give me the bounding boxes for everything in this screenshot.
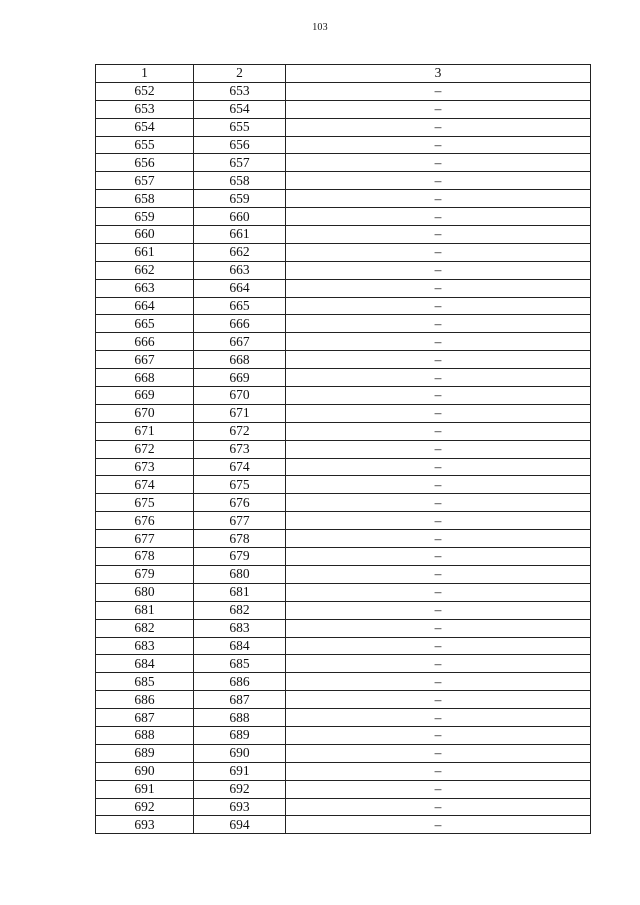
table-cell-col-2: 691 (194, 762, 286, 780)
table-cell-col-1: 686 (96, 691, 194, 709)
table-cell-col-3: – (286, 494, 591, 512)
table-cell-col-2: 686 (194, 673, 286, 691)
table-cell-col-3: – (286, 243, 591, 261)
table-cell-col-2: 673 (194, 440, 286, 458)
table-cell-col-1: 688 (96, 726, 194, 744)
table-cell-col-2: 674 (194, 458, 286, 476)
table-cell-col-1: 663 (96, 279, 194, 297)
column-header-1: 1 (96, 65, 194, 83)
table-row (96, 798, 591, 816)
table-row (96, 333, 591, 351)
table-cell-col-3: – (286, 315, 591, 333)
table-cell-col-1: 672 (96, 440, 194, 458)
table-row (96, 261, 591, 279)
table-row (96, 565, 591, 583)
table-cell-col-3: – (286, 691, 591, 709)
table-cell-col-1: 666 (96, 333, 194, 351)
table-cell-col-2: 670 (194, 387, 286, 405)
table-cell-col-1: 656 (96, 154, 194, 172)
table-cell-col-2: 672 (194, 422, 286, 440)
table-row (96, 655, 591, 673)
table-cell-col-2: 666 (194, 315, 286, 333)
table-cell-col-2: 668 (194, 351, 286, 369)
table-cell-col-1: 665 (96, 315, 194, 333)
table-cell-col-3: – (286, 100, 591, 118)
table-cell-col-2: 665 (194, 297, 286, 315)
table-cell-col-2: 663 (194, 261, 286, 279)
table-cell-col-1: 669 (96, 387, 194, 405)
table-row (96, 583, 591, 601)
table-row (96, 154, 591, 172)
table-row (96, 422, 591, 440)
table-row (96, 601, 591, 619)
table-cell-col-1: 679 (96, 565, 194, 583)
table-cell-col-2: 693 (194, 798, 286, 816)
table-cell-col-2: 688 (194, 709, 286, 727)
table-cell-col-3: – (286, 709, 591, 727)
table-cell-col-1: 680 (96, 583, 194, 601)
table-cell-col-3: – (286, 780, 591, 798)
table-cell-col-2: 690 (194, 744, 286, 762)
table-cell-col-3: – (286, 798, 591, 816)
table-cell-col-1: 667 (96, 351, 194, 369)
table-cell-col-3: – (286, 637, 591, 655)
table-cell-col-1: 655 (96, 136, 194, 154)
table-row (96, 548, 591, 566)
table-row (96, 82, 591, 100)
table-cell-col-2: 676 (194, 494, 286, 512)
table-cell-col-1: 691 (96, 780, 194, 798)
table-row (96, 118, 591, 136)
table-cell-col-3: – (286, 512, 591, 530)
table-cell-col-2: 664 (194, 279, 286, 297)
table-cell-col-2: 667 (194, 333, 286, 351)
table-row (96, 637, 591, 655)
table-row (96, 387, 591, 405)
table-cell-col-2: 692 (194, 780, 286, 798)
table-cell-col-3: – (286, 726, 591, 744)
table-row (96, 208, 591, 226)
table-cell-col-3: – (286, 458, 591, 476)
table-cell-col-1: 661 (96, 243, 194, 261)
table-cell-col-3: – (286, 619, 591, 637)
table-cell-col-2: 683 (194, 619, 286, 637)
table-cell-col-3: – (286, 601, 591, 619)
table-row (96, 315, 591, 333)
table-cell-col-2: 682 (194, 601, 286, 619)
table-cell-col-2: 660 (194, 208, 286, 226)
table-cell-col-3: – (286, 154, 591, 172)
table-cell-col-1: 692 (96, 798, 194, 816)
page-number: 103 (312, 22, 328, 33)
table-cell-col-3: – (286, 476, 591, 494)
table-cell-col-2: 694 (194, 816, 286, 834)
table-row (96, 512, 591, 530)
table-cell-col-3: – (286, 172, 591, 190)
table-row (96, 780, 591, 798)
table-cell-col-3: – (286, 816, 591, 834)
table-row (96, 619, 591, 637)
table-cell-col-1: 685 (96, 673, 194, 691)
table-cell-col-3: – (286, 655, 591, 673)
table-row (96, 458, 591, 476)
table-cell-col-3: – (286, 387, 591, 405)
table-cell-col-2: 654 (194, 100, 286, 118)
table-row (96, 404, 591, 422)
table-cell-col-2: 678 (194, 530, 286, 548)
table-cell-col-2: 679 (194, 548, 286, 566)
table-cell-col-2: 671 (194, 404, 286, 422)
table-cell-col-3: – (286, 333, 591, 351)
table-cell-col-1: 659 (96, 208, 194, 226)
table-cell-col-1: 677 (96, 530, 194, 548)
column-header-3: 3 (286, 65, 591, 83)
table-row (96, 673, 591, 691)
table-cell-col-1: 693 (96, 816, 194, 834)
table-row (96, 172, 591, 190)
table-row (96, 136, 591, 154)
table-row (96, 351, 591, 369)
table-row (96, 100, 591, 118)
table-cell-col-3: – (286, 279, 591, 297)
table-cell-col-2: 658 (194, 172, 286, 190)
table-cell-col-2: 655 (194, 118, 286, 136)
table-cell-col-3: – (286, 548, 591, 566)
table-cell-col-1: 682 (96, 619, 194, 637)
table-row (96, 297, 591, 315)
table-cell-col-2: 687 (194, 691, 286, 709)
table-cell-col-1: 676 (96, 512, 194, 530)
table-cell-col-1: 668 (96, 369, 194, 387)
table-cell-col-3: – (286, 369, 591, 387)
table-body (96, 82, 591, 833)
table-cell-col-1: 683 (96, 637, 194, 655)
table-row (96, 369, 591, 387)
table-cell-col-3: – (286, 673, 591, 691)
table-cell-col-1: 675 (96, 494, 194, 512)
table-cell-col-1: 681 (96, 601, 194, 619)
column-header-2: 2 (194, 65, 286, 83)
table-row (96, 440, 591, 458)
table-row (96, 476, 591, 494)
table-cell-col-1: 671 (96, 422, 194, 440)
table-cell-col-3: – (286, 565, 591, 583)
table-cell-col-3: – (286, 530, 591, 548)
table-cell-col-1: 654 (96, 118, 194, 136)
table-row (96, 226, 591, 244)
table-cell-col-2: 653 (194, 82, 286, 100)
table-cell-col-1: 652 (96, 82, 194, 100)
table-cell-col-1: 660 (96, 226, 194, 244)
table-row (96, 726, 591, 744)
table-cell-col-3: – (286, 190, 591, 208)
table-cell-col-2: 689 (194, 726, 286, 744)
table-cell-col-1: 658 (96, 190, 194, 208)
table-cell-col-1: 678 (96, 548, 194, 566)
table-cell-col-1: 662 (96, 261, 194, 279)
table-cell-col-1: 653 (96, 100, 194, 118)
table-cell-col-1: 673 (96, 458, 194, 476)
table-cell-col-3: – (286, 208, 591, 226)
header-row (96, 65, 591, 83)
table-row (96, 190, 591, 208)
table-cell-col-1: 687 (96, 709, 194, 727)
table-cell-col-3: – (286, 261, 591, 279)
table-cell-col-3: – (286, 744, 591, 762)
table-cell-col-3: – (286, 226, 591, 244)
table-cell-col-3: – (286, 82, 591, 100)
table-cell-col-1: 664 (96, 297, 194, 315)
table-cell-col-2: 656 (194, 136, 286, 154)
table-row (96, 243, 591, 261)
table-cell-col-3: – (286, 136, 591, 154)
table-row (96, 744, 591, 762)
table-row (96, 530, 591, 548)
table-cell-col-3: – (286, 583, 591, 601)
table-cell-col-3: – (286, 404, 591, 422)
table-cell-col-3: – (286, 422, 591, 440)
table-cell-col-1: 674 (96, 476, 194, 494)
table-cell-col-2: 659 (194, 190, 286, 208)
table-cell-col-2: 681 (194, 583, 286, 601)
table-cell-col-1: 690 (96, 762, 194, 780)
table-cell-col-3: – (286, 440, 591, 458)
table-cell-col-1: 689 (96, 744, 194, 762)
table-cell-col-3: – (286, 297, 591, 315)
table-cell-col-2: 662 (194, 243, 286, 261)
table-cell-col-1: 684 (96, 655, 194, 673)
table-cell-col-2: 680 (194, 565, 286, 583)
table-cell-col-3: – (286, 118, 591, 136)
table-cell-col-2: 657 (194, 154, 286, 172)
table-cell-col-2: 677 (194, 512, 286, 530)
table-row (96, 762, 591, 780)
table-cell-col-3: – (286, 762, 591, 780)
table-cell-col-2: 685 (194, 655, 286, 673)
table-cell-col-2: 669 (194, 369, 286, 387)
table-row (96, 816, 591, 834)
table-row (96, 279, 591, 297)
table-row (96, 709, 591, 727)
data-table (95, 64, 591, 834)
table-cell-col-2: 684 (194, 637, 286, 655)
table-row (96, 691, 591, 709)
table-cell-col-1: 657 (96, 172, 194, 190)
table-cell-col-2: 675 (194, 476, 286, 494)
table-cell-col-3: – (286, 351, 591, 369)
table-row (96, 494, 591, 512)
table-cell-col-1: 670 (96, 404, 194, 422)
table-cell-col-2: 661 (194, 226, 286, 244)
